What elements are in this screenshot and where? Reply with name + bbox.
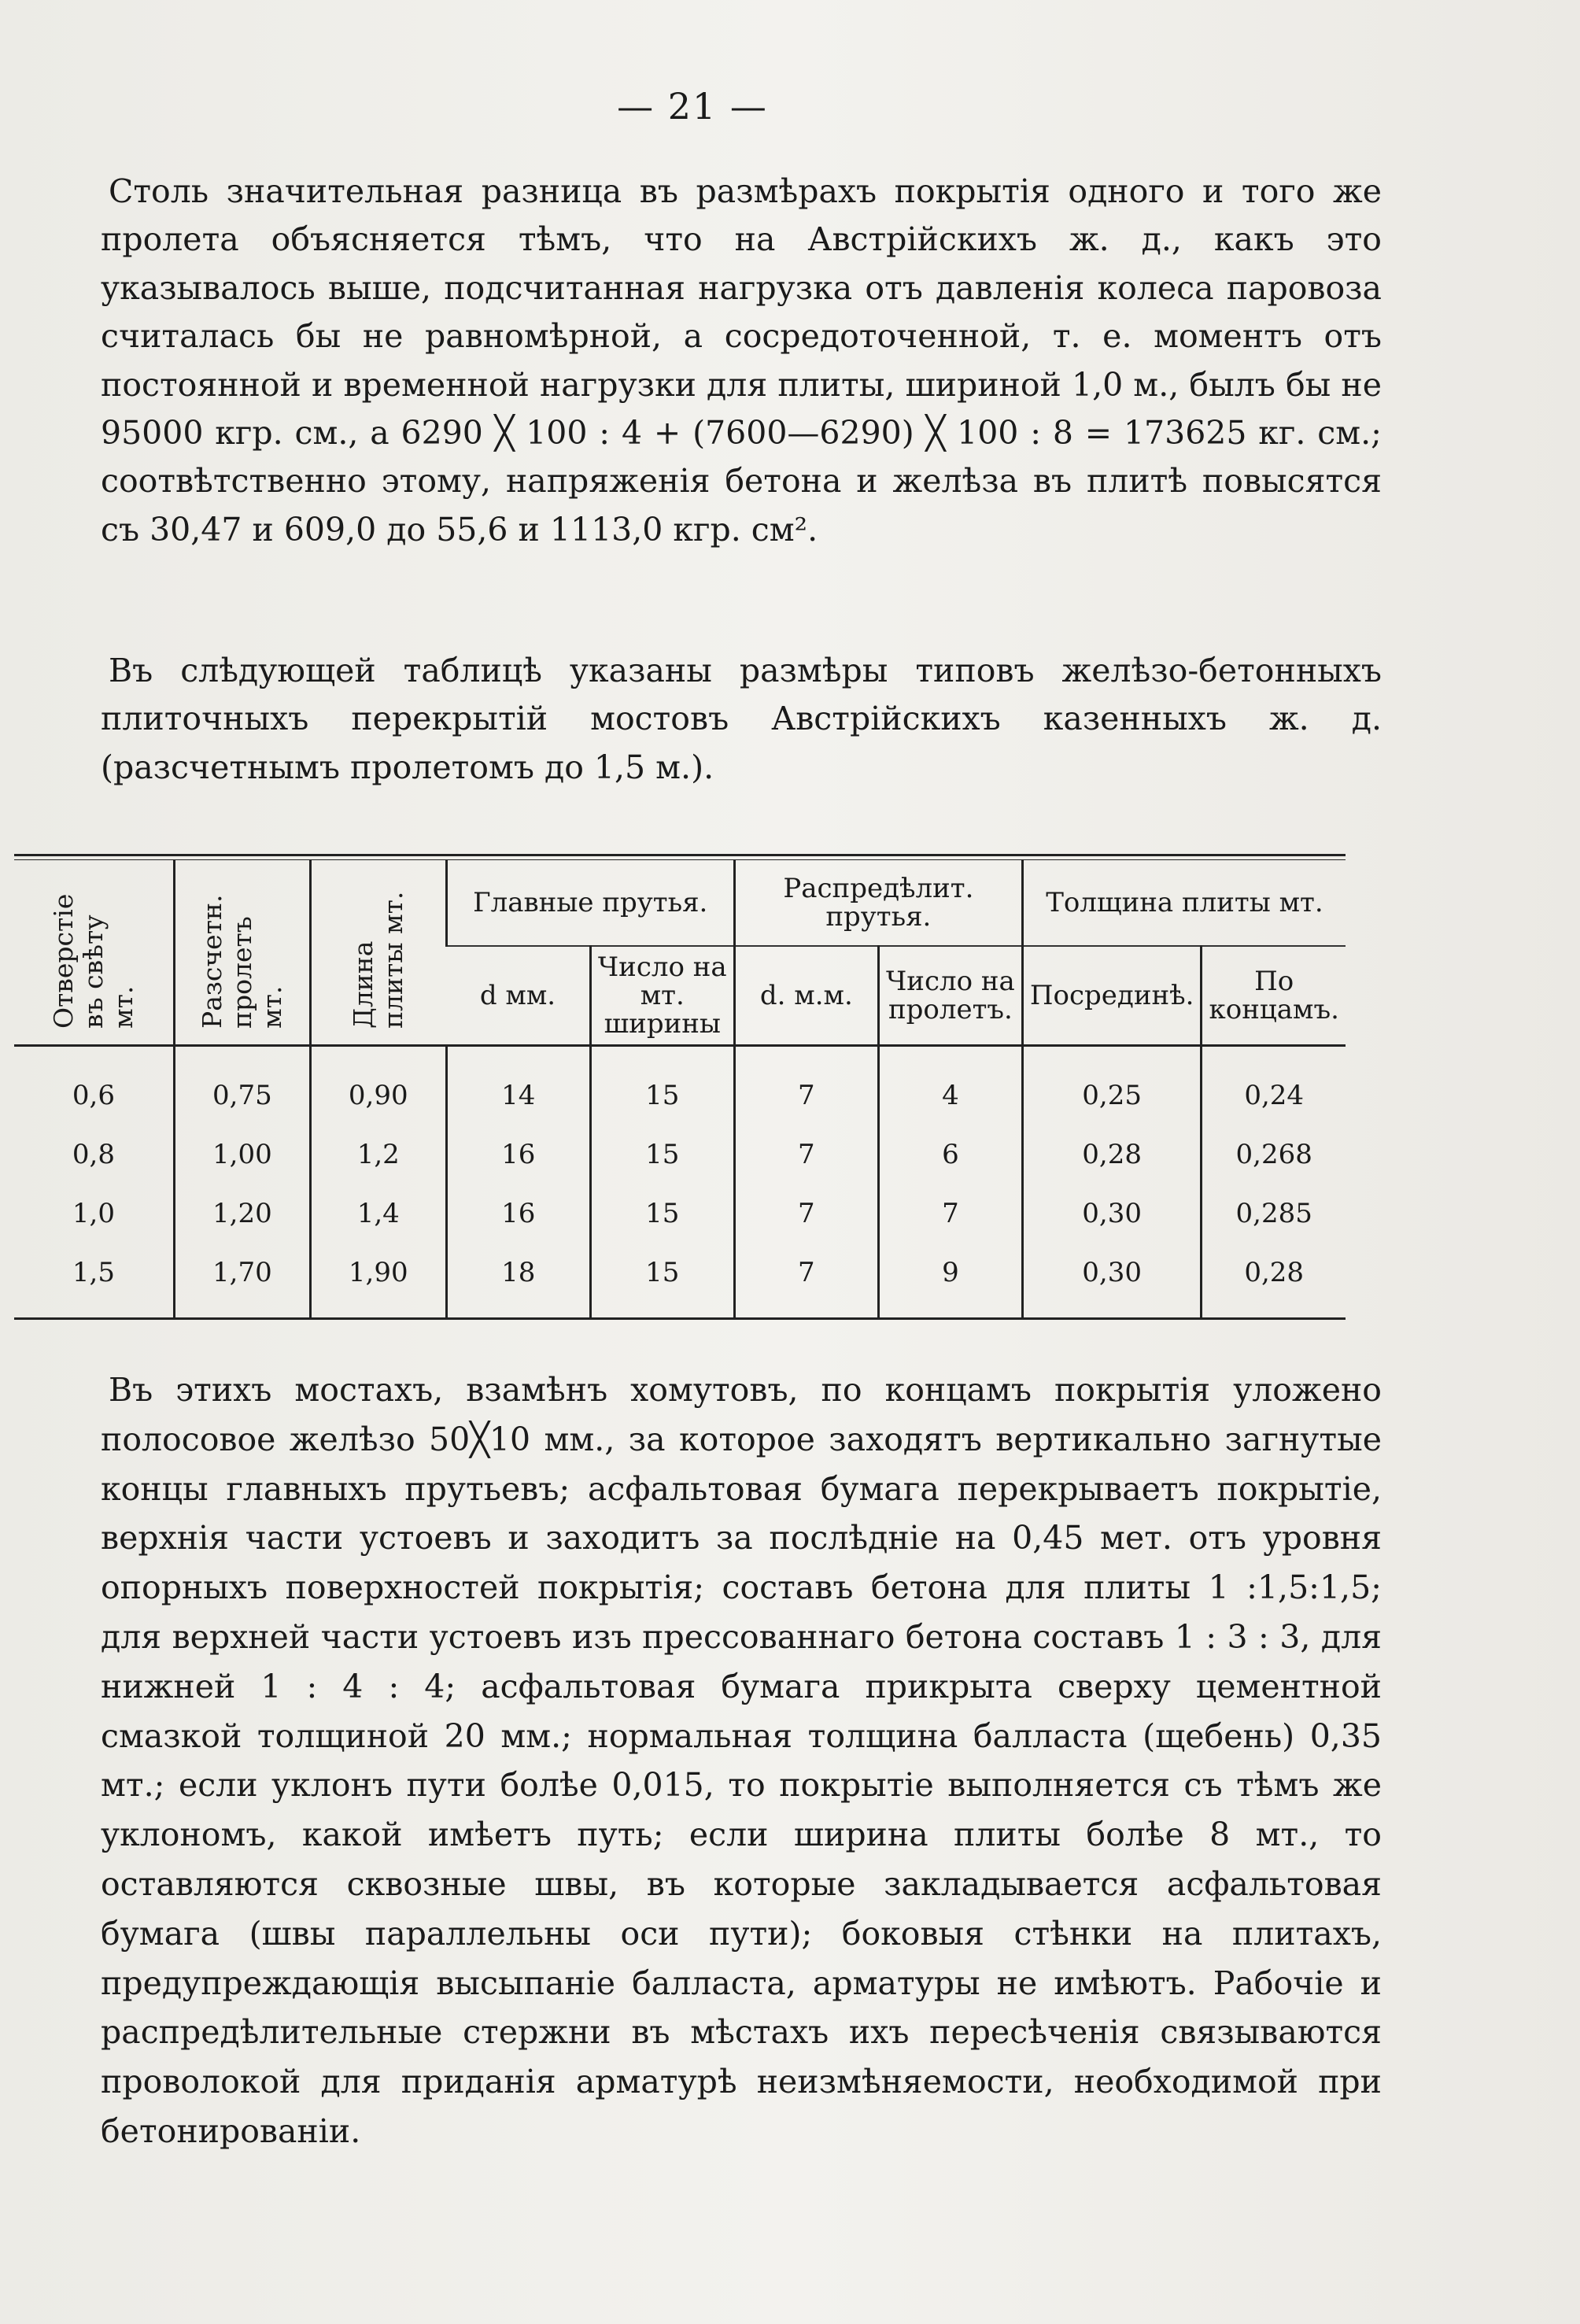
paragraph-1: Столь значительная разница въ размѣрахъ покрытія одного и того же пролета объясняется тѣмъ, что на Австрійскихъ ж. д., какъ это указывалось выше, подсчитанная нагрузка отъ давленія колеса паровоза считалась бы не равномѣрной, а сосредоточенной, т. е. моментъ отъ постоянной и временной нагрузки для плиты, шириной 1,0 м., былъ бы не 95000 кгр. см., а 6290 ╳ 100 : 4 + (7600—6290) ╳ 100 : 8 = 173625 кг. см.; соотвѣтственно этому, напряженія бетона и желѣза въ плитѣ повысятся съ 30,47 и 609,0 до 55,6 и 1113,0 кгр. см². (101, 172, 1382, 549)
table-top-rule (14, 854, 1346, 856)
table-cell: 1,0 (72, 1197, 115, 1229)
table-cell: 0,285 (1202, 1184, 1346, 1243)
table-cell: 9 (878, 1243, 1022, 1317)
table-cell: 7 (734, 1243, 878, 1317)
table-cell: 0,90 (310, 1046, 446, 1125)
table-row (14, 1184, 1346, 1243)
table-cell: 4 (878, 1046, 1022, 1125)
table-bottom-rule (14, 1317, 1346, 1320)
table-cell: 15 (590, 1243, 734, 1317)
table-row (14, 1243, 1346, 1317)
table-cell: 7 (734, 1125, 878, 1184)
page-number: — 21 — (617, 85, 768, 127)
table-cell: 1,90 (310, 1243, 446, 1317)
table-cell: 14 (446, 1046, 590, 1125)
dimensions-table (14, 860, 1346, 1317)
table-cell: 15 (590, 1125, 734, 1184)
table-cell: 1,5 (72, 1256, 115, 1288)
table-cell: 7 (734, 1184, 878, 1243)
header-length: Длина плиты мт. (310, 860, 446, 1046)
table-cell: 1,00 (174, 1125, 310, 1184)
table-row (14, 1046, 1346, 1125)
table-cell: 1,2 (310, 1125, 446, 1184)
header-dist-bars: Распредѣлит. прутья. (734, 860, 1022, 946)
paragraph-3: Въ этихъ мостахъ, взамѣнъ хомутовъ, по концамъ покрытія уложено полосовое желѣзо 50╳10 мм., за которое заходятъ вертикально загнутые концы главныхъ прутьевъ; асфальтовая бумага перекрываетъ покрытіе, верхнія части устоевъ и заходитъ за послѣдніе на 0,45 мет. отъ уровня опорныхъ поверхностей покрытія; составъ бетона для плиты 1 :1,5:1,5; для верхней части устоевъ изъ прессованнаго бетона составъ 1 : 3 : 3, для нижней 1 : 4 : 4; асфальтовая бумага прикрыта сверху цементной смазкой толщиной 20 мм.; нормальная толщина балласта (щебень) 0,35 мт.; если уклонъ пути болѣе 0,015, то покрытіе выполняется съ тѣмъ же уклономъ, какой имѣетъ путь; если ширина плиты болѣе 8 мт., то оставляются сквозные швы, въ которые закладывается асфальтовая бумага (швы параллельны оси пути); боковыя стѣнки на плитахъ, предупреждающія высыпаніе балласта, арматуры не имѣютъ. Рабочіе и распредѣлительные стержни въ мѣстахъ ихъ пересѣченія связываются проволокой для приданія арматурѣ неизмѣняемости, необходимой при бетонированіи. (101, 1371, 1382, 2150)
table-cell: 18 (446, 1243, 590, 1317)
table-cell: 0,30 (1022, 1243, 1201, 1317)
table-cell: 0,28 (1022, 1125, 1201, 1184)
table-cell: 0,6 (72, 1079, 115, 1111)
paragraph-2: Въ слѣдующей таблицѣ указаны размѣры типовъ желѣзо-бетонныхъ плиточныхъ перекрытій мостовъ Австрійскихъ казенныхъ ж. д. (разсчетнымъ пролетомъ до 1,5 м.). (101, 652, 1382, 786)
table-cell: 0,30 (1022, 1184, 1201, 1243)
table-cell: 1,70 (174, 1243, 310, 1317)
header-main-bars: Главные прутья. (446, 860, 734, 946)
header-thick-mid: Посрединѣ. (1022, 946, 1201, 1046)
table-cell: 15 (590, 1046, 734, 1125)
table-cell: 6 (878, 1125, 1022, 1184)
table-cell: 0,28 (1202, 1243, 1346, 1317)
table-cell: 0,268 (1202, 1125, 1346, 1184)
header-main-d: d мм. (446, 946, 590, 1046)
table-body (14, 1046, 1346, 1318)
header-span: Разсчетн. пролетъ мт. (174, 860, 310, 1046)
header-thickness: Толщина плиты мт. (1022, 860, 1346, 946)
header-thick-end: По концамъ. (1202, 946, 1346, 1046)
table-cell: 7 (734, 1046, 878, 1125)
table-cell: 7 (878, 1184, 1022, 1243)
header-main-count: Число на мт. ширины (590, 946, 734, 1046)
table-cell: 0,25 (1022, 1046, 1201, 1125)
table-cell: 0,75 (174, 1046, 310, 1125)
table-cell: 0,24 (1202, 1046, 1346, 1125)
table-cell: 0,8 (72, 1138, 115, 1170)
table-cell: 1,4 (310, 1184, 446, 1243)
header-dist-d: d. м.м. (734, 946, 878, 1046)
table-cell: 15 (590, 1184, 734, 1243)
table-row (14, 1125, 1346, 1184)
header-opening: Отверстіе въ свѣту мт. (47, 893, 138, 1029)
header-dist-count: Число на пролетъ. (878, 946, 1022, 1046)
bridge-slab-table (14, 854, 1346, 1320)
table-cell: 1,20 (174, 1184, 310, 1243)
table-cell: 16 (446, 1184, 590, 1243)
table-cell: 16 (446, 1125, 590, 1184)
